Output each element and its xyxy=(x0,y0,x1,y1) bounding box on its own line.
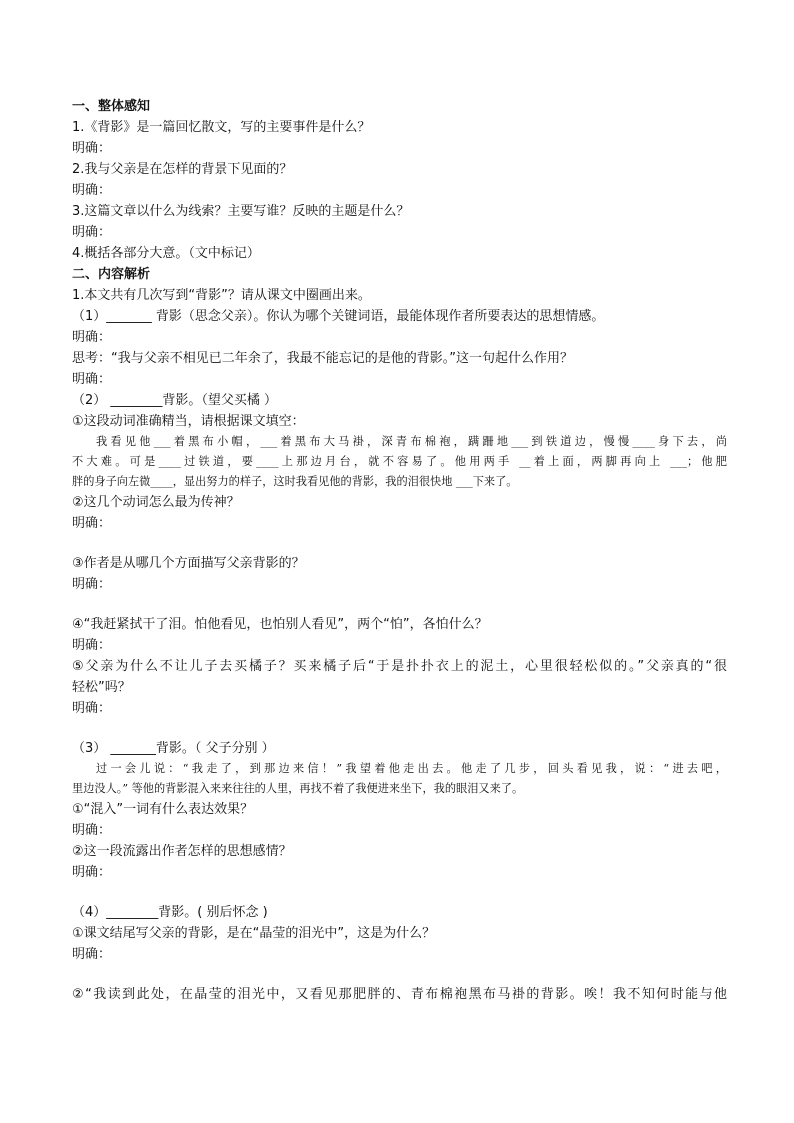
part-4-subquestion-2: ②“我读到此处，在晶莹的泪光中，又看见那肥胖的、青布棉袍黑布马褂的背影。唉！我不知何时能与他 xyxy=(72,987,727,1002)
answer-label: 明确： xyxy=(72,225,112,240)
blank-space xyxy=(72,719,727,738)
answer-label: 明确： xyxy=(72,372,112,387)
part-1-title: （1）_______ 背影（思念父亲）。你认为哪个关键词语，最能体现作者所要表达的思想情感。 xyxy=(72,309,605,324)
think-question: 思考：“我与父亲不相见已二年余了，我最不能忘记的是他的背影。”这一句起什么作用？ xyxy=(72,351,573,366)
blank-space xyxy=(72,534,727,553)
answer-label: 明确： xyxy=(72,330,112,345)
passage-line: 过一会儿说：“我走了，到那边来信！”我望着他走出去。他走了几步，回头看见我，说：“进去吧， xyxy=(96,762,727,775)
part-2-subquestion-5: ⑤父亲为什么不让儿子去买橘子？买来橘子后“于是扑扑衣上的泥土，心里很轻松似的。”父亲真的“很 xyxy=(72,659,727,674)
section-heading-analysis: 二、内容解析 xyxy=(72,267,151,282)
passage-line: 里边没人。” 等他的背影混入来来往往的人里，再找不着了我便进来坐下，我的眼泪又来了。 xyxy=(72,782,524,795)
answer-label: 明确： xyxy=(72,141,112,156)
part-2-subquestion-5-cont: 轻松”吗？ xyxy=(72,680,131,695)
answer-label: 明确： xyxy=(72,577,112,592)
part-2-subquestion-1: ①这段动词准确精当，请根据课文填空： xyxy=(72,414,305,429)
question-3: 3.这篇文章以什么为线索？主要写谁？反映的主题是什么？ xyxy=(72,204,410,219)
answer-label: 明确： xyxy=(72,701,112,716)
answer-label: 明确： xyxy=(72,516,112,531)
question-2: 2.我与父亲是在怎样的背景下见面的？ xyxy=(72,162,293,177)
answer-label: 明确： xyxy=(72,638,112,653)
answer-label: 明确： xyxy=(72,865,112,880)
blank-space xyxy=(72,883,727,902)
part-2-subquestion-2: ②这几个动词怎么最为传神？ xyxy=(72,495,240,510)
section-heading-overall: 一、整体感知 xyxy=(72,99,151,114)
part-2-subquestion-4: ④“我赶紧拭干了泪。怕他看见，也怕别人看见”，两个“怕”，各怕什么？ xyxy=(72,617,488,632)
blank-space xyxy=(72,965,727,984)
part-2-title: （2） ________背影。（望父买橘 ） xyxy=(72,393,278,408)
analysis-intro: 1.本文共有几次写到“背影”？请从课文中圈画出来。 xyxy=(72,288,371,303)
answer-label: 明确： xyxy=(72,823,112,838)
answer-label: 明确： xyxy=(72,183,112,198)
question-4: 4.概括各部分大意。（文中标记） xyxy=(72,246,260,261)
part-3-title: （3） _______背影。（ 父子分别 ） xyxy=(72,741,275,756)
passage-line: 不大难。可是____过铁道，要____上那边月台，就不容易了。他用两手 __着上面，两脚再向上 ___；他肥 xyxy=(72,455,727,468)
part-2-subquestion-3: ③作者是从哪几个方面描写父亲背影的？ xyxy=(72,556,305,571)
part-3-subquestion-2: ②这一段流露出作者怎样的思想感情？ xyxy=(72,844,292,859)
part-4-subquestion-1: ①课文结尾写父亲的背影，是在“晶莹的泪光中”，这是为什么？ xyxy=(72,926,436,941)
blank-space xyxy=(72,595,727,614)
passage-line: 我看见他___着黑布小帽，___着黑布大马褂，深青布棉袍，蹒跚地___到铁道边，慢慢____身下去，尚 xyxy=(96,435,727,448)
answer-label: 明确： xyxy=(72,947,112,962)
passage-line: 胖的身子向左微____，显出努力的样子，这时我看见他的背影，我的泪很快地 ___下来了。 xyxy=(72,475,518,488)
part-4-title: （4）________背影。( 别后怀念 ) xyxy=(72,905,268,920)
worksheet-content xyxy=(72,96,727,1005)
part-3-subquestion-1: ①“混入”一词有什么表达效果？ xyxy=(72,802,254,817)
question-1: 1.《背影》是一篇回忆散文，写的主要事件是什么？ xyxy=(72,120,371,135)
